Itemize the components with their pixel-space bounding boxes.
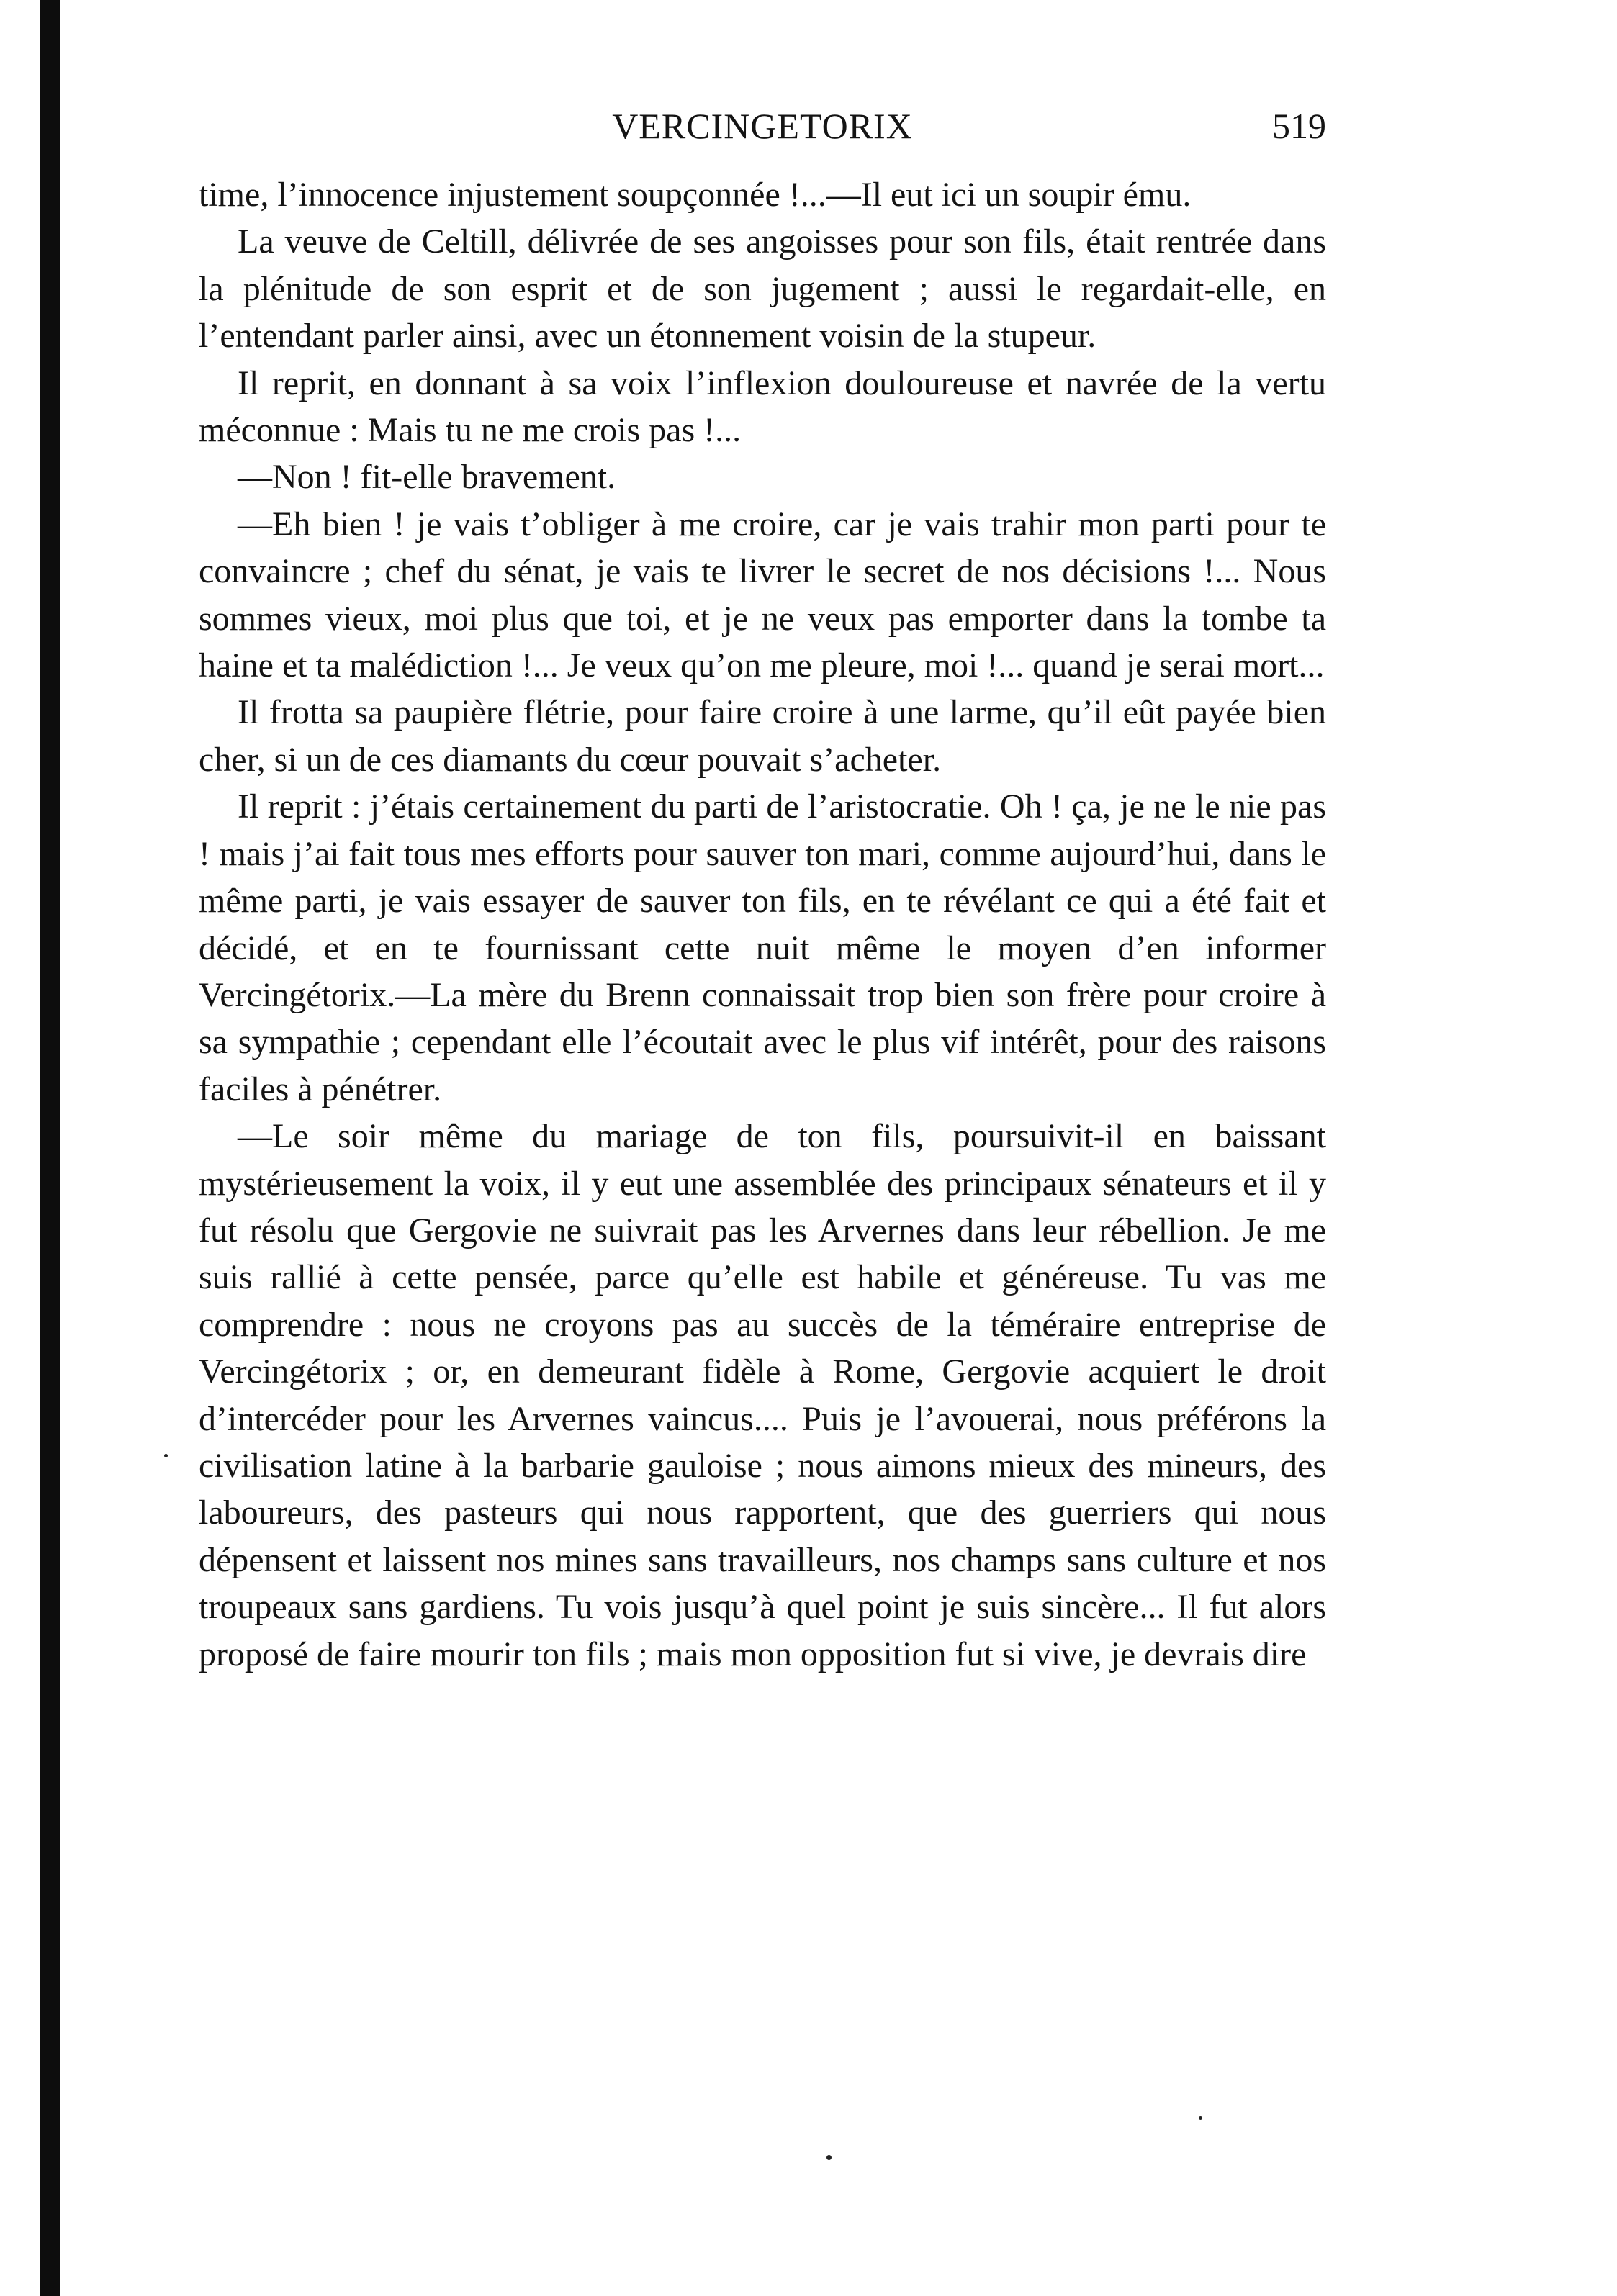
paragraph: time, l’innocence injustement soupçonnée !...—Il eut ici un soupir ému. <box>199 176 1192 214</box>
body-text <box>199 171 1326 1678</box>
paragraph: Il frotta sa paupière flétrie, pour faire croire à une larme, qu’il eût payée bien cher, si un de ces diamants du cœur pouvait s’acheter. <box>199 693 1326 779</box>
page-number: 519 <box>1272 106 1326 146</box>
binding-edge <box>40 0 60 2296</box>
paragraph: Il reprit : j’étais certainement du parti de l’aristocratie. Oh ! ça, je ne le nie pas ! mais j’ai fait tous mes efforts pour sauver ton mari, comme aujourd’hui, dans le même parti, je vais essayer de sauver ton fils, en te révélant ce qui a été fait et décidé, et en te fournissant cette nuit même le moyen d’en informer Vercingétorix.—La mère du Brenn connaissait trop bien son frère pour croire à sa sympathie ; cependant elle l’écoutait avec le plus vif intérêt, pour des raisons faciles à pénétrer. <box>199 787 1326 1108</box>
book-page <box>199 101 1326 1678</box>
paragraph: La veuve de Celtill, délivrée de ses angoisses pour son fils, était rentrée dans la plénitude de son esprit et de son jugement ; aussi le regardait-elle, en l’entendant parler ainsi, avec un étonnement voisin de la stupeur. <box>199 222 1326 356</box>
paragraph: —Le soir même du mariage de ton fils, poursuivit-il en baissant mystérieusement la voix, il y eut une assemblée des principaux sénateurs et il y fut résolu que Gergovie ne suivrait pas les Arvernes dans leur rébellion. Je me suis rallié à cette pensée, parce qu’elle est habile et généreuse. Tu vas me comprendre : nous ne croyons pas au succès de la téméraire entreprise de Vercingétorix ; or, en demeurant fidèle à Rome, Gergovie acquiert le droit d’intercéder pour les Arvernes vaincus.... Puis je l’avouerai, nous préférons la civilisation latine à la barbarie gauloise ; nous aimons mieux des mineurs, des laboureurs, des pasteurs qui nous rapportent, que des guerriers qui nous dépensent et laissent nos mines sans travailleurs, nos champs sans culture et nos troupeaux sans gardiens. Tu vois jusqu’à quel point je suis sincère... Il fut alors proposé de faire mourir ton fils ; mais mon opposition fut si vive, je devrais dire <box>199 1117 1326 1673</box>
print-speck <box>164 1454 168 1457</box>
running-head <box>199 101 1326 151</box>
print-speck <box>1199 2116 1202 2120</box>
print-speck <box>826 2155 832 2160</box>
paragraph: —Eh bien ! je vais t’obliger à me croire, car je vais trahir mon parti pour te convaincre ; chef du sénat, je vais te livrer le secret de nos décisions !... Nous sommes vieux, moi plus que toi, et je ne veux pas emporter dans la tombe ta haine et ta malédiction !... Je veux qu’on me pleure, moi !... quand je serai mort... <box>199 505 1326 685</box>
paragraph: Il reprit, en donnant à sa voix l’inflexion douloureuse et navrée de la vertu méconnue : Mais tu ne me crois pas !... <box>199 363 1326 450</box>
paragraph: —Non ! fit-elle bravement. <box>238 458 616 497</box>
running-title: VERCINGETORIX <box>612 106 913 146</box>
